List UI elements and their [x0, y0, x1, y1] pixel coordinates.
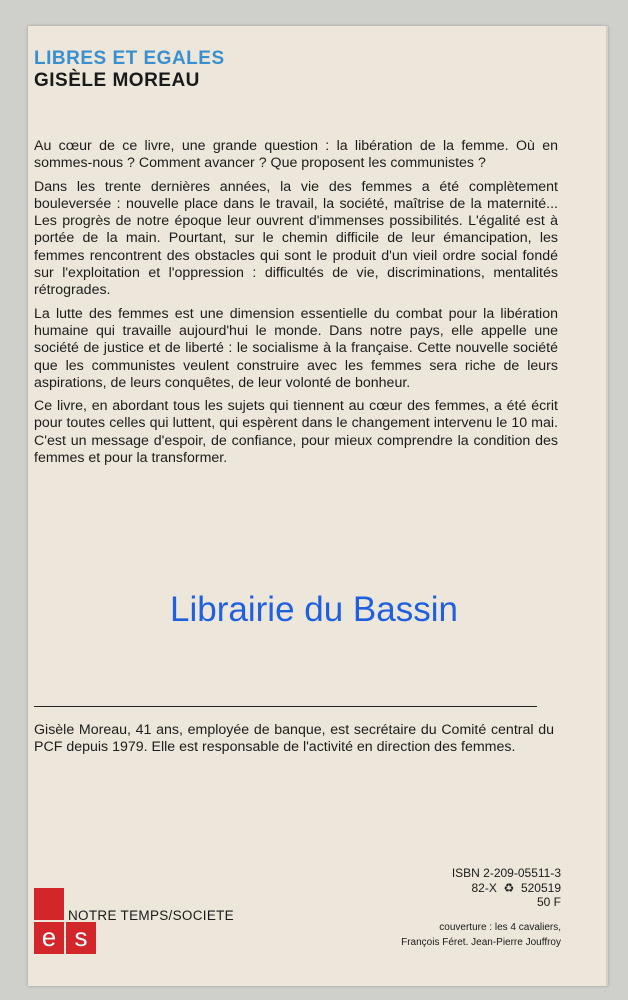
author-bio: Gisèle Moreau, 41 ans, employée de banque, est secrétaire du Comité central du PCF depuis 1979. Elle est responsable de l'activité en direction des femmes.	[34, 722, 554, 756]
catalog-line	[443, 881, 561, 896]
blurb-paragraph: Dans les trente dernières années, la vie des femmes a été complètement bouleversée : nouvelle place dans le travail, la société, maîtrise de la maternité... Les progrès de notre époque leur ouvrent d'immenses possibilités. L'égalité est à portée de la main. Pourtant, sur le chemin difficile de leur émancipation, les femmes rencontrent des obstacles qui sont le produit d'un vieil ordre social fondé sur l'exploitation et l'oppression : difficultés de vie, discriminations, mentalités rétrogrades.	[34, 178, 558, 299]
divider	[34, 706, 537, 707]
isbn-block	[443, 866, 561, 910]
catalog-code: 82-X	[471, 880, 497, 895]
series-title: LIBRES ET EGALES	[34, 48, 225, 69]
watermark-text: Librairie du Bassin	[170, 590, 458, 629]
cover-credits	[360, 920, 561, 950]
blurb-paragraph: Au cœur de ce livre, une grande question : la libération de la femme. Où en sommes-nous ? Comment avancer ? Que proposent les communistes ?	[34, 138, 558, 172]
author-name: GISÈLE MOREAU	[34, 70, 200, 91]
blurb-paragraph: Ce livre, en abordant tous les sujets qui tiennent au cœur des femmes, a été écrit pour toutes celles qui luttent, qui espèrent dans le changement intervenu le 10 mai. C'est un message d'espoir, de confiance, pour mieux comprendre la condition des femmes et pour la transformer.	[34, 398, 558, 467]
credits-line: François Féret. Jean-Pierre Jouffroy	[401, 937, 561, 948]
blurb-paragraph: La lutte des femmes est une dimension essentielle du combat pour la libération humaine qui travaille aujourd'hui le monde. Dans notre pays, elle appelle une société de justice et de liberté : le socialisme à la française. Cette nouvelle société que les communistes veulent construire avec les femmes sera riche de leurs aspirations, de leurs conquêtes, de leur volonté de bonheur.	[34, 305, 558, 391]
price: 50 F	[536, 895, 561, 909]
collection-name: NOTRE TEMPS/SOCIETE	[68, 908, 234, 923]
logo-red-square	[34, 888, 64, 920]
credits-line: couverture : les 4 cavaliers,	[439, 922, 561, 933]
catalog-number: 520519	[520, 880, 561, 895]
logo-letter-s: s	[66, 922, 96, 954]
blurb-text	[34, 138, 558, 473]
recycle-icon: ♻	[503, 880, 515, 895]
logo-letter-e: e	[34, 922, 64, 954]
isbn-number: ISBN 2-209-05511-3	[451, 866, 561, 880]
